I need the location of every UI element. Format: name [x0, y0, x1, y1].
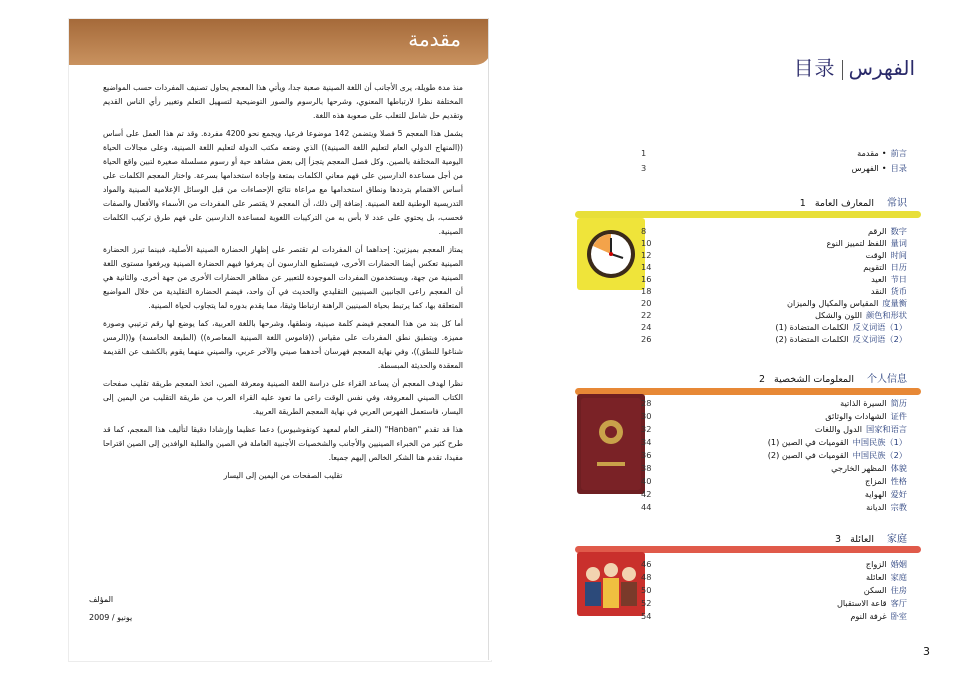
intro-date: يونيو / 2009	[89, 613, 133, 622]
toc-row[interactable]	[489, 250, 907, 260]
toc-title-ar: الفهرس	[848, 56, 915, 80]
toc-row[interactable]	[489, 437, 907, 447]
toc-entry-zh: 日历	[890, 262, 907, 272]
toc-entry-zh: 反义词语（2）	[852, 334, 907, 344]
toc-entry-ar: الوقت	[865, 250, 887, 260]
toc-entry-zh: 节日	[890, 274, 907, 284]
toc-row[interactable]	[489, 286, 907, 296]
toc-page-number: 34	[641, 437, 652, 447]
toc-entry-zh: 体貌	[890, 463, 907, 473]
toc-page-number: 10	[641, 238, 652, 248]
section-heading[interactable]	[800, 194, 907, 209]
toc-row[interactable]	[489, 334, 907, 344]
toc-entry-ar: العيد	[871, 274, 887, 284]
toc-page-number: 38	[641, 463, 652, 473]
toc-entry-ar: السكن	[863, 585, 887, 595]
toc-row[interactable]	[489, 398, 907, 408]
section-title-zh: 常识	[887, 198, 907, 209]
section-heading[interactable]	[835, 530, 907, 545]
intro-page	[68, 18, 492, 662]
toc-entry-zh: 时间	[890, 250, 907, 260]
toc-entry-zh: 中国民族（1）	[852, 437, 907, 447]
toc-entry-ar: الزواج	[865, 559, 887, 569]
intro-paragraph: يمتاز المعجم بميزتين: إحداهما أن المفردات لم تقتصر على إظهار الحضارة الصينية الأصلية، فبينما تبرز الحضارة الصينية تعكس أيضا الحضارات الأخرى، فيستطيع الدارسون أن يعرفوا فيهم الحضارة الصينية ويرفعوا مستوى اللغة الصينية من جهة، ويستخدمون المفردات الموجودة للتعبير عن مظاهر الحضارات الأخرى من جهة أخرى. والثانية هي أن المعجم راعى الجانبين الصينيين التقليدي والحديث في آن واحد، فيضم الحضارة التقليدية من خلال المواضيع المتعلقة بها، كما يرتبط بحياة الصينيين الراهنة ارتباطا وثيقا، مما يقدم بدوره لما يتجاوب لحياة الصينية.	[103, 245, 463, 310]
toc-entry-ar: القوميات في الصين (2)	[767, 450, 849, 460]
intro-paragraph: منذ مدة طويلة، يرى الأجانب أن اللغة الصينية صعبة جدا، ويأتي هذا المعجم يحاول تصنيف المفردات حسب المواضيع المختلفة نظرا لارتباطها المعنوي، وشرحها بالرسوم والصور التوضيحية لتسهيل التعلم وتغيير رأي الناس القديم وتقديم حل شامل للتغلب على صعوبة هذه اللغة.	[103, 83, 463, 120]
toc-page-number: 52	[641, 598, 652, 608]
intro-body	[103, 81, 463, 487]
toc-page-number: 44	[641, 502, 652, 512]
section-title-ar: المعارف العامة	[814, 198, 874, 209]
toc-page-number: 36	[641, 450, 652, 460]
toc-row[interactable]	[489, 585, 907, 595]
toc-entry-ar: اللفظ لتمييز النوع	[826, 238, 887, 248]
section-heading[interactable]	[759, 370, 907, 385]
toc-entry-ar: الديانة	[866, 502, 887, 512]
toc-row[interactable]	[489, 163, 907, 173]
intro-signature: المؤلف	[89, 595, 114, 604]
intro-paragraph: نظرا لهدف المعجم أن يساعد القراء على دراسة اللغة الصينية ومعرفة الصين، اتخذ المعجم طريقة تقليب صفحات الكتاب الصيني المعروفة، وفي نفس الوقت راعى ما تعود عليه القراء العرب من طريقة التقليب من اليمين إلى اليسار، فاستعمل الفهرس العربي في نهاية المعجم الطريقة العربية.	[103, 379, 463, 416]
toc-page-number: 20	[641, 298, 652, 308]
intro-header-band	[69, 19, 491, 65]
section-number: 2	[758, 374, 765, 385]
toc-entry-zh: 简历	[890, 398, 907, 408]
toc-entry-ar: • الفهرس	[852, 163, 887, 173]
toc-row[interactable]	[489, 238, 907, 248]
toc-entry-zh: 客厅	[890, 598, 907, 608]
toc-entry-ar: النقد	[870, 286, 887, 296]
toc-row[interactable]	[489, 424, 907, 434]
toc-entry-ar: الدول واللغات	[814, 424, 863, 434]
toc-page-number: 28	[641, 398, 652, 408]
toc-row[interactable]	[489, 489, 907, 499]
toc-row[interactable]	[489, 148, 907, 158]
toc-page-number: 26	[641, 334, 652, 344]
toc-entry-zh: 家庭	[890, 572, 907, 582]
toc-entry-zh: 住房	[890, 585, 907, 595]
toc-page-number: 50	[641, 585, 652, 595]
section-title-ar: العائلة	[850, 534, 874, 545]
toc-page-number: 24	[641, 322, 652, 332]
toc-page-number: 8	[641, 226, 647, 236]
toc-entry-ar: الهواية	[864, 489, 887, 499]
toc-entry-zh: 数字	[890, 226, 907, 236]
toc-row[interactable]	[489, 476, 907, 486]
toc-entry-zh: 国家和语言	[866, 424, 907, 434]
toc-row[interactable]	[489, 611, 907, 621]
toc-entry-ar: القوميات في الصين (1)	[767, 437, 849, 447]
toc-entry-zh: 货币	[890, 286, 907, 296]
toc-entry-ar: المظهر الخارجي	[831, 463, 887, 473]
toc-row[interactable]	[489, 262, 907, 272]
toc-row[interactable]	[489, 450, 907, 460]
section-color-bar	[575, 211, 921, 218]
toc-entry-ar: اللون والشكل	[814, 310, 863, 320]
toc-entry-ar: الكلمات المتضادة (2)	[775, 334, 849, 344]
toc-page-number: 16	[641, 274, 652, 284]
toc-entry-ar: غرفة النوم	[850, 611, 887, 621]
toc-entry-zh: 前言	[890, 148, 907, 158]
toc-page-number: 18	[641, 286, 652, 296]
toc-page	[488, 18, 925, 660]
section-title-zh: 个人信息	[867, 374, 907, 385]
toc-entry-ar: الكلمات المتضادة (1)	[775, 322, 849, 332]
toc-entry-zh: 量词	[890, 238, 907, 248]
toc-page-number: 46	[641, 559, 652, 569]
toc-entry-ar: المزاج	[865, 476, 887, 486]
intro-paragraph: هذا قد تقدم "Hanban" (المقر العام لمعهد كونفوشيوس) دعما عظيما وإرشادا دقيقا لتأليف هذا المعجم، كما قد طرح كثير من الخبراء الصينيين والأجانب والشخصيات الأجنبية العاملة في الصين والطلبة الوافدين إلى الصين اقتراحا مفيدا، تقدم هنا الشكر الخالص إليهم جميعا.	[103, 425, 463, 462]
toc-page-number: 14	[641, 262, 652, 272]
toc-entry-ar: • مقدمة	[857, 148, 886, 158]
intro-paragraph: أما كل بند من هذا المعجم فيضم كلمة صينية، ونطقها، وشرحها باللغة العربية، كما يوضع لها رقم ترتيبي وصورة مميزة. ويتطبق نطق المفردات على مقياس ((قاموس اللغة الصينية المعاصرة)) (الطبعة الخامسة) و((الرمس شناغوا للنطق))، وفي نهاية المعجم فهرسان أحدهما صيني والآخر عربي، والصيني منهما يقوم بالكشف عن القديمة المعقدة والحديثة المبسطة.	[103, 319, 463, 370]
toc-page-number: 3	[641, 163, 647, 173]
toc-row[interactable]	[489, 322, 907, 332]
toc-page-number: 30	[641, 411, 652, 421]
toc-row[interactable]	[489, 411, 907, 421]
toc-entry-zh: 度量衡	[882, 298, 907, 308]
toc-entry-zh: 婚姻	[890, 559, 907, 569]
toc-entry-zh: 卧室	[890, 611, 907, 621]
toc-row[interactable]	[489, 226, 907, 236]
toc-entry-zh: 证件	[890, 411, 907, 421]
toc-page-number: 54	[641, 611, 652, 621]
intro-paragraph: يشمل هذا المعجم 5 فصلا ويتضمن 142 موضوعا فرعيا، ويجمع نحو 4200 مفردة. وقد تم هذا العمل على أساس ((المنهاج الدولي العام لتعليم اللغة الصينية)) الذي وضعه مكتب الدولة لتعليم اللغة الصينية، وعلى مجالات الحياة اليومية المختلفة بالصين. وكل فصل المعجم يتجزأ إلى بعض مشاهد حية أو رسوم مسلسلة صغيرة لتبين واقع الحياة من أجل مساعدة الدارسين على فهم معاني الكلمات بمتعة وإجادة استخدامها بسرعة. واختار المعجم الكلمات على أساس الاهتمام بترددها ونطاق استخدامها مع مراعاة نتائج الإحصاءات من قبل الوسائل الإعلامية الصينية والمواد التدريسية الوطنية للغة الصينية. إضافة إلى ذلك، أن المعجم لا يقتصر على المفردات من الأسماء والأفعال والصفات فحسب، بل يحتوي على عدد لا بأس به من التركيبات اللغوية لمساعدة الدارسين على فهم طرق تركيب الكلمات الصينية.	[103, 129, 463, 236]
toc-page-number: 12	[641, 250, 652, 260]
toc-row[interactable]	[489, 572, 907, 582]
toc-row[interactable]	[489, 559, 907, 569]
intro-paragraph: تقليب الصفحات من اليمين إلى اليسار	[223, 471, 343, 480]
toc-entry-zh: 颜色和形状	[866, 310, 907, 320]
toc-row[interactable]	[489, 274, 907, 284]
toc-entry-zh: 宗教	[890, 502, 907, 512]
section-title-ar: المعلومات الشخصية	[774, 374, 854, 385]
toc-entry-zh: 目录	[890, 163, 907, 173]
toc-page-number: 32	[641, 424, 652, 434]
toc-row[interactable]	[489, 298, 907, 308]
toc-entry-ar: العائلة	[866, 572, 887, 582]
toc-entry-ar: السيرة الذاتية	[840, 398, 887, 408]
toc-entry-ar: التقويم	[863, 262, 887, 272]
intro-title: مقدمة	[408, 27, 461, 51]
toc-page-number: 40	[641, 476, 652, 486]
toc-entry-zh: 爱好	[890, 489, 907, 499]
page-number: 3	[923, 645, 930, 658]
toc-title	[794, 52, 915, 81]
toc-entry-zh: 中国民族（2）	[852, 450, 907, 460]
toc-row[interactable]	[489, 310, 907, 320]
toc-title-zh: 目录	[793, 56, 836, 80]
toc-entry-ar: المقياس والمكيال والميزان	[786, 298, 879, 308]
toc-page-number: 42	[641, 489, 652, 499]
section-number: 3	[834, 534, 842, 545]
toc-page-number: 22	[641, 310, 652, 320]
section-number: 1	[799, 198, 806, 209]
toc-row[interactable]	[489, 463, 907, 473]
toc-entry-ar: الرقم	[867, 226, 887, 236]
title-divider	[842, 60, 843, 80]
section-title-zh: 家庭	[887, 534, 907, 545]
toc-page-number: 48	[641, 572, 652, 582]
toc-entry-zh: 反义词语（1）	[852, 322, 907, 332]
toc-page-number: 1	[641, 148, 647, 158]
toc-entry-ar: قاعة الاستقبال	[836, 598, 887, 608]
toc-entry-ar: الشهادات والوثائق	[825, 411, 887, 421]
toc-entry-zh: 性格	[890, 476, 907, 486]
toc-row[interactable]	[489, 598, 907, 608]
toc-row[interactable]	[489, 502, 907, 512]
